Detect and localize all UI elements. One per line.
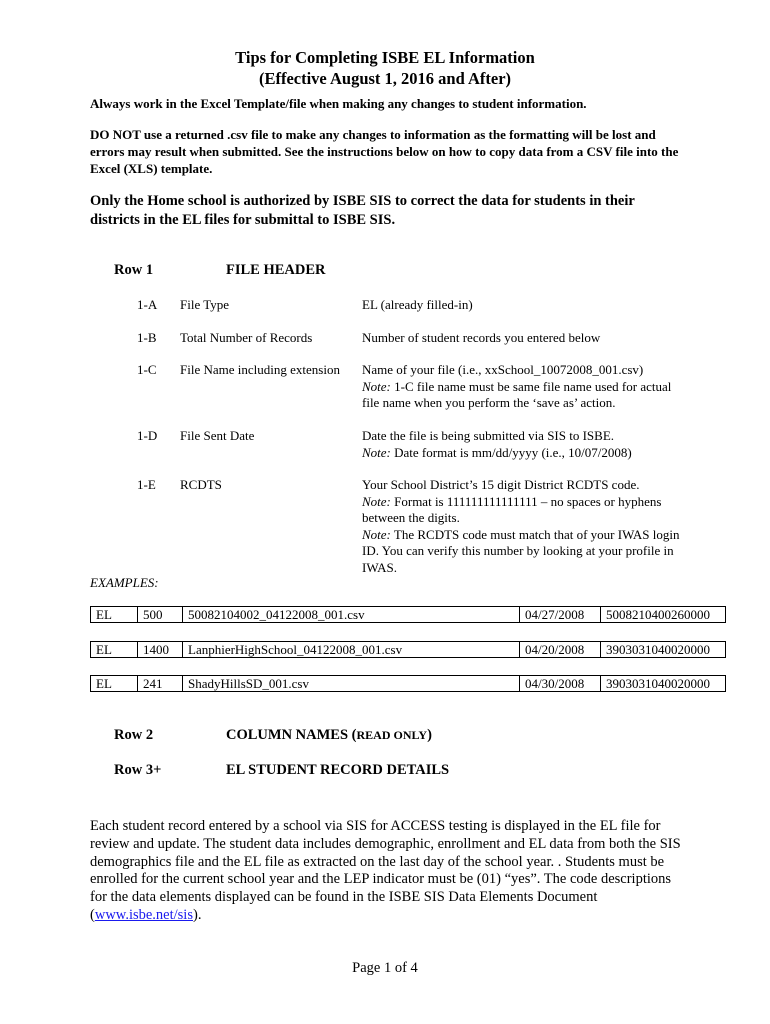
table-cell: 500: [138, 607, 183, 623]
table-cell: 04/20/2008: [520, 642, 601, 658]
intro-excel-template: Always work in the Excel Template/file when making any changes to student information.: [90, 96, 587, 111]
item-field: Total Number of Records: [180, 330, 313, 345]
note-text: Date format is mm/dd/yyyy (i.e., 10/07/2008): [390, 444, 632, 460]
row1-label: Row 1: [114, 262, 154, 278]
item-field: RCDTS: [180, 477, 222, 492]
row2-label: Row 2: [114, 727, 154, 743]
item-description: Name of your file (i.e., xxSchool_10072008_001.csv): [362, 362, 644, 377]
table-cell: 04/30/2008: [520, 676, 601, 692]
table-cell: 241: [138, 676, 183, 692]
row2-heading-end: ): [427, 727, 432, 743]
table-cell: LanphierHighSchool_04122008_001.csv: [183, 642, 520, 658]
note-label: Note:: [362, 378, 391, 394]
table-cell: 5008210400260000: [601, 607, 726, 623]
item-note: [362, 379, 682, 412]
table-cell: EL: [91, 642, 138, 658]
example-table: [90, 641, 726, 658]
table-cell: 04/27/2008: [520, 607, 601, 623]
item-code: 1-A: [137, 297, 158, 312]
note-text: 1-C file name must be same file name used for actual file name when you perform the ‘save as’ action.: [362, 378, 672, 411]
note-label: Note:: [362, 526, 391, 542]
item-note: [362, 494, 684, 527]
row2-heading-readonly: READ ONLY: [356, 728, 428, 742]
table-cell: 1400: [138, 642, 183, 658]
body-text-end: ).: [192, 906, 202, 923]
isbe-sis-link[interactable]: www.isbe.net/sis: [94, 906, 193, 923]
item-code: 1-D: [137, 428, 158, 443]
note-text: The RCDTS code must match that of your IWAS login ID. You can verify this number by looking at your profile in IWAS.: [362, 526, 680, 575]
note-text: Format is 111111111111111 – no spaces or hyphens between the digits.: [362, 493, 662, 526]
item-code: 1-E: [137, 477, 156, 492]
examples-label: EXAMPLES:: [90, 575, 159, 590]
item-field: File Name including extension: [180, 362, 340, 377]
table-cell: EL: [91, 676, 138, 692]
intro-home-school: Only the Home school is authorized by ISBE SIS to correct the data for students in their districts in the EL files for submittal to ISBE SIS.: [90, 193, 635, 228]
item-code: 1-B: [137, 330, 157, 345]
document-title-line1: Tips for Completing ISBE EL Information: [235, 48, 535, 67]
item-code: 1-C: [137, 362, 157, 377]
example-table: [90, 606, 726, 623]
note-label: Note:: [362, 493, 391, 509]
item-note: [362, 445, 682, 462]
row2-heading: [226, 727, 432, 744]
item-description: EL (already filled-in): [362, 297, 473, 312]
row1-heading: FILE HEADER: [226, 262, 326, 278]
body-text: Each student record entered by a school via SIS for ACCESS testing is displayed in the EL file for review and update. The student data includes demographic, enrollment and EL data from both the SIS demographics file and the EL file as extracted on the last day of the school year. . Students must be enrolled for the current school year and the LEP indicator must be (01) “yes”. The code descriptions for the data elements displayed can be found in the ISBE SIS Data Elements Document (: [90, 818, 681, 923]
note-label: Note:: [362, 444, 391, 460]
item-description: Date the file is being submitted via SIS to ISBE.: [362, 428, 615, 443]
item-description-block: [362, 428, 682, 461]
example-table: [90, 675, 726, 692]
item-description: Your School District’s 15 digit District RCDTS code.: [362, 477, 640, 492]
row3-heading: EL STUDENT RECORD DETAILS: [226, 762, 450, 778]
table-cell: 50082104002_04122008_001.csv: [183, 607, 520, 623]
body-paragraph: [90, 818, 690, 925]
item-description-block: [362, 362, 682, 412]
document-title-line2: (Effective August 1, 2016 and After): [258, 69, 512, 88]
table-cell: ShadyHillsSD_001.csv: [183, 676, 520, 692]
table-row: [91, 607, 726, 623]
table-row: [91, 642, 726, 658]
table-row: [91, 676, 726, 692]
table-cell: EL: [91, 607, 138, 623]
page-number: Page 1 of 4: [352, 960, 418, 976]
row3-label: Row 3+: [114, 762, 162, 778]
item-note: [362, 527, 684, 577]
row2-heading-text: COLUMN NAMES (: [226, 727, 357, 743]
item-description: Number of student records you entered below: [362, 330, 601, 345]
item-field: File Type: [180, 297, 230, 312]
table-cell: 3903031040020000: [601, 642, 726, 658]
table-cell: 3903031040020000: [601, 676, 726, 692]
item-description-block: [362, 477, 684, 577]
item-field: File Sent Date: [180, 428, 255, 443]
intro-do-not-use-csv: DO NOT use a returned .csv file to make any changes to information as the formatting will be lost and errors may result when submitted. See the instructions below on how to copy data from a CSV file into the Excel (XLS) template.: [90, 127, 679, 176]
